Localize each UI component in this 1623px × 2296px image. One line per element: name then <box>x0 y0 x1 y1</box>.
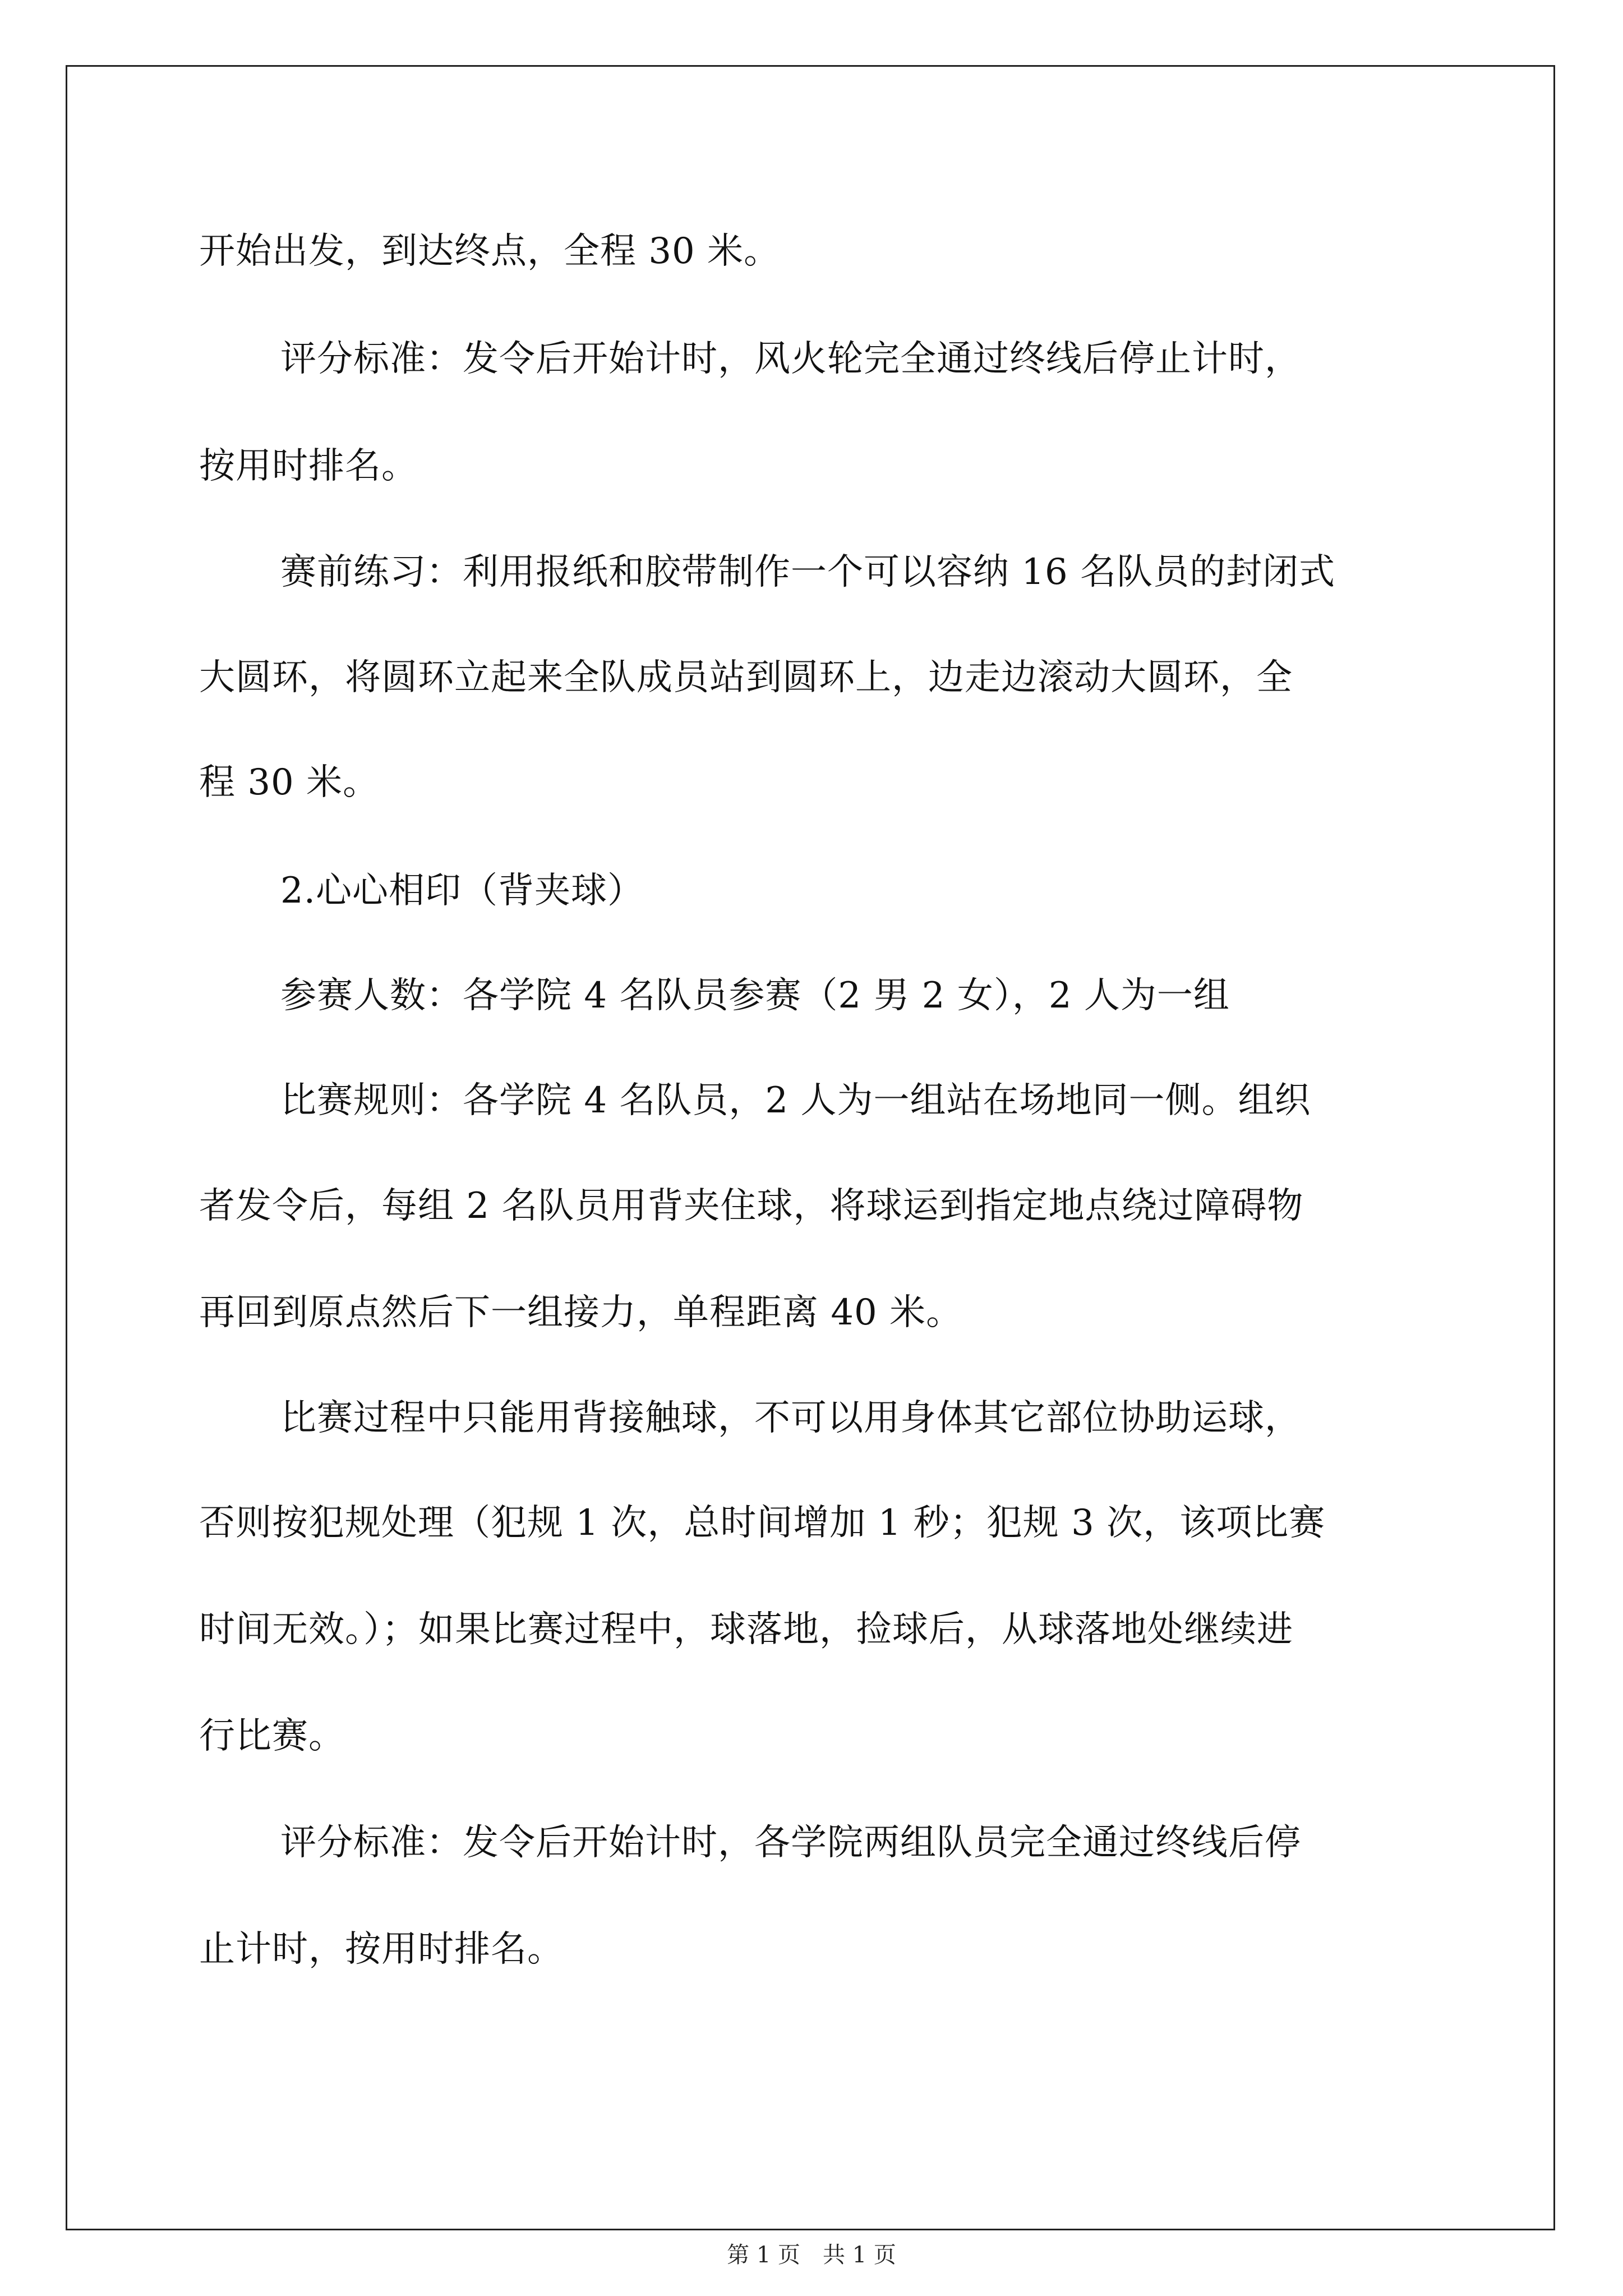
page-number-footer: 第 1 页 共 1 页 <box>727 2242 896 2268</box>
section-heading: 2.心心相印（背夹球） <box>280 870 644 912</box>
paragraph-line: 开始出发，到达终点，全程 30 米。 <box>199 231 781 272</box>
paragraph-line: 再回到原点然后下一组接力，单程距离 40 米。 <box>199 1292 963 1333</box>
paragraph-line: 参赛人数：各学院 4 名队员参赛（2 男 2 女），2 人为一组 <box>280 975 1230 1016</box>
paragraph-line: 时间无效。）；如果比赛过程中，球落地，捡球后，从球落地处继续进 <box>199 1609 1293 1650</box>
paragraph-line: 比赛过程中只能用背接触球，不可以用身体其它部位协助运球， <box>280 1397 1301 1439</box>
paragraph-line: 评分标准：发令后开始计时，各学院两组队员完全通过终线后停 <box>280 1822 1301 1864</box>
paragraph-line: 大圆环，将圆环立起来全队成员站到圆环上，边走边滚动大圆环，全 <box>199 657 1293 698</box>
paragraph-line: 行比赛。 <box>199 1715 345 1757</box>
paragraph-line: 止计时，按用时排名。 <box>199 1929 564 1970</box>
page-border <box>66 65 1555 2230</box>
paragraph-line: 程 30 米。 <box>199 762 380 803</box>
paragraph-line: 赛前练习：利用报纸和胶带制作一个可以容纳 16 名队员的封闭式 <box>280 551 1336 593</box>
paragraph-line: 否则按犯规处理（犯规 1 次，总时间增加 1 秒；犯规 3 次，该项比赛 <box>199 1502 1326 1544</box>
paragraph-line: 评分标准：发令后开始计时，风火轮完全通过终线后停止计时， <box>280 338 1301 380</box>
paragraph-line: 者发令后，每组 2 名队员用背夹住球，将球运到指定地点绕过障碍物 <box>199 1185 1304 1227</box>
paragraph-line: 比赛规则：各学院 4 名队员，2 人为一组站在场地同一侧。组织 <box>280 1080 1311 1121</box>
paragraph-line: 按用时排名。 <box>199 445 418 487</box>
